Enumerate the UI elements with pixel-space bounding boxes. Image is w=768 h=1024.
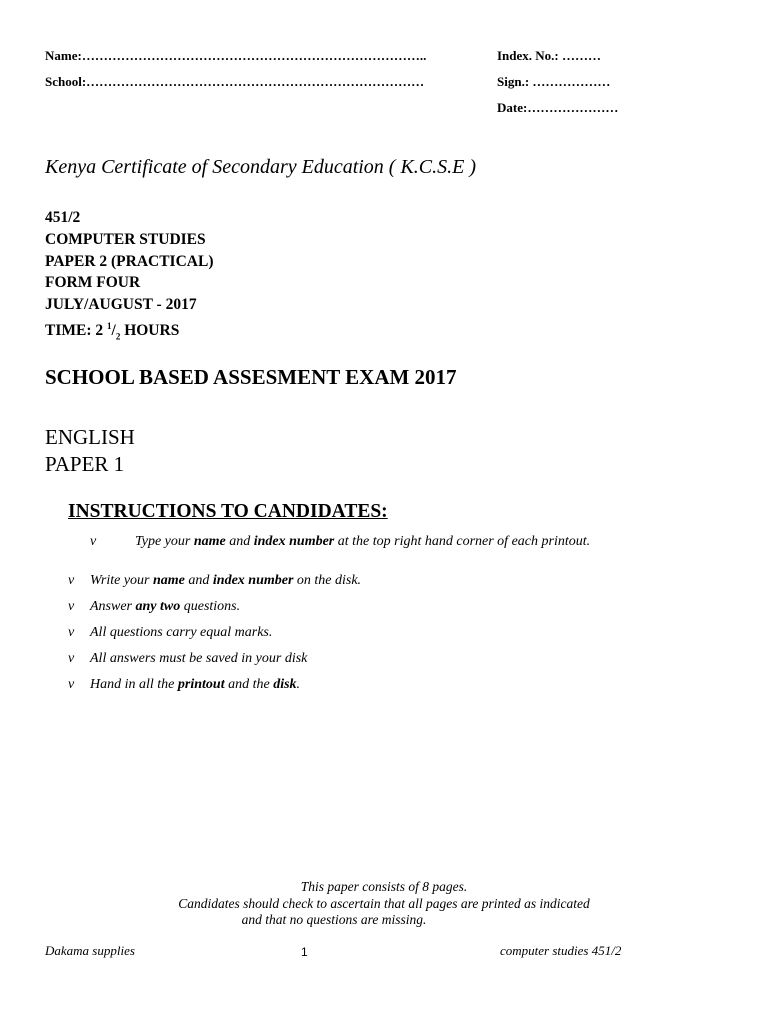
paper-session: JULY/AUGUST - 2017 <box>45 296 197 314</box>
time-label: TIME: 2 <box>45 322 107 340</box>
instructions-title: INSTRUCTIONS TO CANDIDATES: <box>68 501 388 522</box>
time-numerator: 1 <box>107 320 112 331</box>
bullet-marker: v <box>90 534 97 549</box>
paper-time <box>45 316 213 348</box>
paper-code: 451/2 <box>45 209 81 226</box>
bullet-marker: v <box>68 573 75 588</box>
bullet-marker: v <box>68 599 75 614</box>
bullet-marker: v <box>68 651 75 666</box>
name-field: Name:…………………………………………………………………….. <box>45 48 427 63</box>
time-slash: / <box>111 322 116 340</box>
instruction-text: Hand in all the printout and the disk. <box>90 677 301 692</box>
footnote-line-1: This paper consists of 8 pages. <box>300 879 468 894</box>
index-number-field: Index. No.: ……… <box>497 48 602 63</box>
school-field: School:…………………………………………………………………… <box>45 74 425 89</box>
footer-publisher: Dakama supplies <box>45 943 135 958</box>
exam-body-title: Kenya Certificate of Secondary Education ( K.C.S.E ) <box>45 156 477 178</box>
subject-line-1: ENGLISH <box>45 425 135 449</box>
instruction-text: All questions carry equal marks. <box>90 625 273 640</box>
instruction-text: Answer any two questions. <box>90 599 241 614</box>
sign-field: Sign.: ……………… <box>497 74 611 89</box>
time-denominator: 2 <box>115 331 121 342</box>
exam-title: SCHOOL BASED ASSESMENT EXAM 2017 <box>45 365 457 389</box>
paper-details <box>45 207 213 348</box>
footer-paper-code: computer studies 451/2 <box>500 943 622 958</box>
bullet-marker: v <box>68 677 75 692</box>
paper-number: PAPER 2 (PRACTICAL) <box>45 252 214 270</box>
time-unit: HOURS <box>120 322 180 340</box>
footnote-line-2: Candidates should check to ascertain that all pages are printed as indicated <box>178 896 590 911</box>
bullet-marker: v <box>68 625 75 640</box>
instruction-text: All answers must be saved in your disk <box>90 651 308 666</box>
subject-line-2: PAPER 1 <box>45 452 125 476</box>
instruction-text: Type your name and index number at the top right hand corner of each printout. <box>135 534 591 549</box>
subject-heading <box>45 424 135 478</box>
instruction-text: Write your name and index number on the disk. <box>90 573 362 588</box>
paper-form: FORM FOUR <box>45 274 141 292</box>
paper-subject: COMPUTER STUDIES <box>45 230 206 248</box>
page-number: 1 <box>301 945 308 959</box>
date-field: Date:………………… <box>497 100 619 115</box>
footnote-line-3: and that no questions are missing. <box>241 912 427 927</box>
